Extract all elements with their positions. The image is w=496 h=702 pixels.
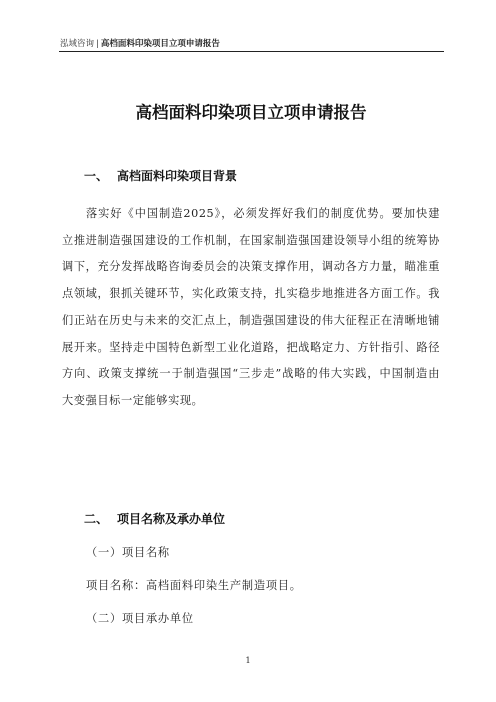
- header-separator: |: [96, 39, 99, 49]
- page-number: 1: [245, 656, 251, 665]
- background-paragraph: 落实好《中国制造2025》，必须发挥好我们的制度优势。要加快建立推进制造强国建设的工作机制，在国家制造强国建设领导小组的统筹协调下，充分发挥战略咨询委员会的决策支撑作用，调动各方力量，瞄准重点领域，狠抓关键环节，实化政策支持，扎实稳步地推进各方面工作。我们正站在历史与未来的交汇点上，制造强国建设的伟大征程正在清晰地铺展开来。坚持走中国特色新型工业化道路，把战略定力、方针指引、路径方向、政策支撑统一于制造强国“三步走”战略的伟大实践，中国制造由大变强目标一定能够实现。: [62, 207, 440, 407]
- section-number: 二、: [84, 512, 109, 526]
- header-title: 高档面料印染项目立项申请报告: [100, 39, 220, 49]
- section-number: 一、: [84, 169, 109, 183]
- header-org: 泓域咨询: [60, 39, 95, 49]
- document-title: 高档面料印染项目立项申请报告: [135, 103, 367, 122]
- header-rule: [59, 51, 444, 52]
- section-heading-project-name: [84, 511, 225, 527]
- subheading-project-name: （一）项目名称: [86, 546, 170, 559]
- section-title: 项目名称及承办单位: [117, 512, 226, 526]
- subheading-project-organizer: （二）项目承办单位: [86, 612, 194, 625]
- section-heading-background: [84, 168, 237, 184]
- section-title: 高档面料印染项目背景: [117, 169, 238, 183]
- project-name-line: 项目名称：高档面料印染生产制造项目。: [86, 579, 302, 592]
- running-header: [60, 38, 442, 52]
